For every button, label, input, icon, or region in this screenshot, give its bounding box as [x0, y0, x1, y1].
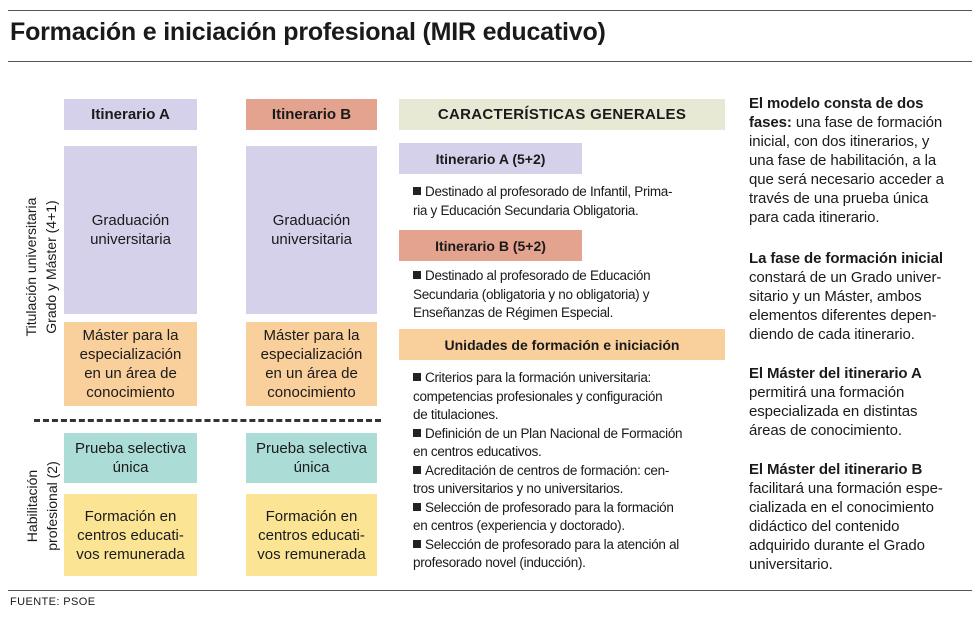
itinerario-b-master: Máster para la especialización en un área de conocimiento [246, 322, 377, 406]
itinerario-a-master: Máster para la especialización en un área de conocimiento [64, 322, 197, 406]
list-item: Selección de profesorado para la formación en centros (experiencia y doctorado). [413, 499, 674, 533]
itinerario-a-header: Itinerario A [64, 99, 197, 130]
itinerario-a-prueba: Prueba selectiva única [64, 433, 197, 483]
itinerario-a-formacion: Formación en centros educati- vos remunerada [64, 494, 197, 576]
itinerario-b-bullets [413, 267, 733, 323]
list-item: Destinado al profesorado de Infantil, Prima- ria y Educación Secundaria Obligatoria. [413, 184, 673, 218]
list-item: Criterios para la formación universitaria: competencias profesionales y configuración de titulaciones. [413, 370, 663, 422]
itinerario-b-label: Itinerario B (5+2) [399, 230, 582, 261]
bottom-rule [8, 590, 972, 591]
source-credit: FUENTE: PSOE [10, 596, 96, 608]
list-item: Destinado al profesorado de Educación Secundaria (obligatoria y no obligatoria) y Enseñanzas de Régimen Especial. [413, 268, 651, 320]
side-label-titulacion: Titulación universitaria Grado y Máster (4+1) [23, 197, 59, 337]
itinerario-b-header: Itinerario B [246, 99, 377, 130]
itinerario-a-label: Itinerario A (5+2) [399, 143, 582, 174]
top-rule [8, 10, 972, 11]
itinerario-b-graduacion: Graduación universitaria [246, 146, 377, 314]
caracteristicas-header: CARACTERÍSTICAS GENERALES [399, 99, 725, 130]
unidades-label: Unidades de formación e iniciación [399, 329, 725, 360]
phase-divider [34, 419, 381, 422]
itinerario-b-prueba: Prueba selectiva única [246, 433, 377, 483]
list-item: Selección de profesorado para la atención al profesorado novel (inducción). [413, 536, 679, 570]
right-paragraph-modelo: El modelo consta de dos fases: una fase de formación inicial, con dos itinerarios, y una fase de habilitación, a la que será necesario acceder a través de una prueba única para cada itinerario. [749, 95, 944, 226]
list-item: Acreditación de centros de formación: cen- tros universitarios y no universitarios. [413, 462, 670, 496]
title-rule [8, 61, 972, 62]
side-label-habilitacion: Habilitación profesional (2) [24, 461, 60, 551]
page-title: Formación e iniciación profesional (MIR educativo) [10, 18, 606, 46]
unidades-bullets [413, 369, 733, 573]
right-paragraph-master-b: El Máster del itinerario B facilitará una formación espe- cializada en el conocimiento didáctico del contenido adquirido durante el Grado universitario. [749, 461, 943, 573]
itinerario-a-graduacion: Graduación universitaria [64, 146, 197, 314]
right-paragraph-master-a: El Máster del itinerario A permitirá una formación especializada en distintas áreas de conocimiento. [749, 365, 922, 439]
itinerario-b-formacion: Formación en centros educati- vos remunerada [246, 494, 377, 576]
list-item: Definición de un Plan Nacional de Formación en centros educativos. [413, 425, 683, 459]
right-paragraph-fase: La fase de formación inicial constará de un Grado univer- sitario y un Máster, ambos elementos diferentes depen- diendo de cada itinerario. [749, 250, 943, 343]
itinerario-a-bullets [413, 183, 733, 220]
